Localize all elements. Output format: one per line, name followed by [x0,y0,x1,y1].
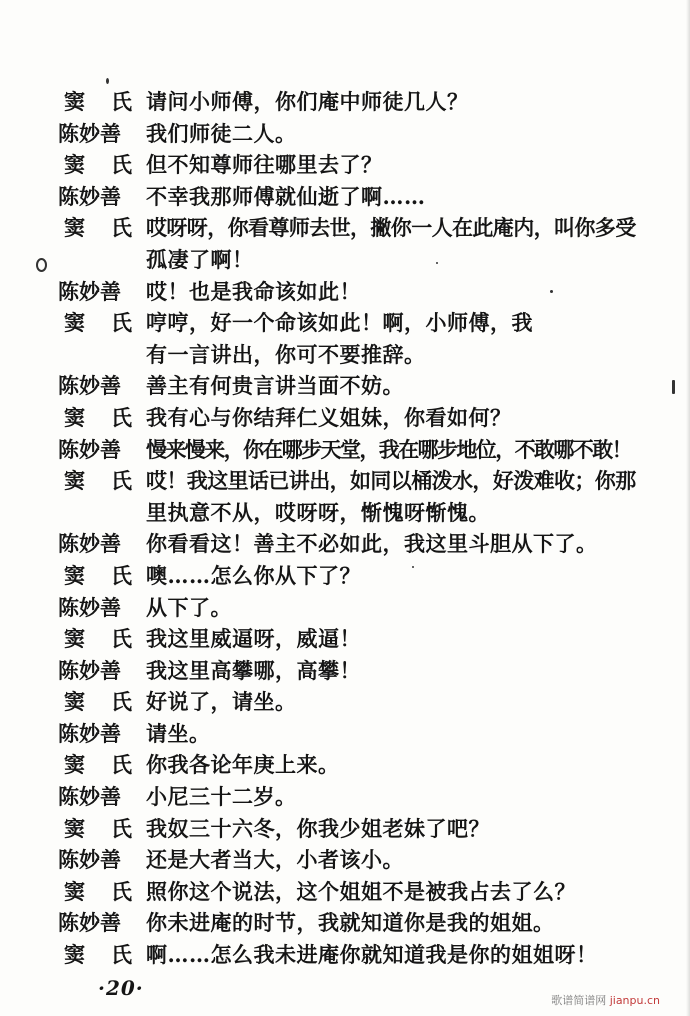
dialogue-line [58,749,658,781]
speaker-name: 窦氏 [64,942,158,968]
dialogue-line [58,781,658,813]
scan-speck [412,566,414,568]
dialogue-line [58,907,658,939]
speaker-name: 窦氏 [64,404,158,430]
scan-speck [550,290,553,293]
line-text: 小尼三十二岁。 [146,784,297,810]
watermark [551,992,660,1008]
speaker-name: 陈妙善 [58,847,121,873]
line-text: 有一言讲出，你可不要推辞。 [146,341,426,367]
dialogue-line [58,434,658,466]
dialogue-line [58,844,658,876]
line-text: 我这里高攀哪，高攀！ [146,657,361,683]
speaker-name: 陈妙善 [58,120,121,146]
speaker-name: 陈妙善 [58,531,121,557]
line-text: 我有心与你结拜仁义姐妹，你看如何？ [146,404,512,430]
speaker-name: 陈妙善 [58,910,121,936]
line-text: 哎！也是我命该如此！ [146,278,361,304]
line-text: 好说了，请坐。 [146,689,297,715]
watermark-url: jianpu.cn [609,994,660,1007]
line-text: 我这里威逼呀，威逼！ [146,626,361,652]
dialogue-line [58,402,658,434]
dialogue-line [58,118,658,150]
dialogue-line [58,181,658,213]
dialogue-line-continuation [58,339,658,371]
line-text: 你未进庵的时节，我就知道你是我的姐姐。 [146,910,555,936]
speaker-name: 窦氏 [64,626,158,652]
line-text: 哎！我这里话已讲出，如同以桶泼水，好泼难收；你那 [146,468,636,494]
line-text: 还是大者当大，小者该小。 [146,847,404,873]
line-text: 噢……怎么你从下了？ [146,562,361,588]
page-number: ·20· [98,976,144,1000]
line-text: 照你这个说法，这个姐姐不是被我占去了么？ [146,878,576,904]
speaker-name: 陈妙善 [58,373,121,399]
dialogue-line [58,149,658,181]
dialogue-line [58,686,658,718]
speaker-name: 陈妙善 [58,436,121,462]
speaker-name: 窦氏 [64,815,158,841]
watermark-site: 歌谱简谱网 [551,994,607,1007]
line-text: 善主有何贵言讲当面不妨。 [146,373,404,399]
line-text: 哼哼，好一个命该如此！啊，小师傅，我 [146,310,533,336]
dialogue-line [58,876,658,908]
dialogue-line [58,307,658,339]
speaker-name: 陈妙善 [58,657,121,683]
line-text: 孤凄了啊！ [146,246,254,272]
line-text: 里执意不从，哎呀呀，惭愧呀惭愧。 [146,499,490,525]
dialogue-line [58,528,658,560]
speaker-name: 陈妙善 [58,278,121,304]
line-text: 啊……怎么我未进庵你就知道我是你的姐姐呀！ [146,942,598,968]
speaker-name: 窦氏 [64,562,158,588]
dialogue-line-continuation [58,244,658,276]
speaker-name: 窦氏 [64,468,158,494]
speaker-name: 窦氏 [64,689,158,715]
dialogue-line [58,212,658,244]
line-text: 请问小师傅，你们庵中师徒几人？ [146,89,469,114]
dialogue-line [58,276,658,308]
speaker-name: 窦氏 [64,752,158,778]
speaker-name: 窦氏 [64,310,158,336]
dialogue-line [58,718,658,750]
line-text: 从下了。 [146,594,232,620]
dialogue-line [58,655,658,687]
speaker-name: 陈妙善 [58,594,121,620]
dialogue-script [58,86,658,971]
line-text: 但不知尊师往哪里去了？ [146,152,383,178]
speaker-name: 陈妙善 [58,784,121,810]
line-text: 请坐。 [146,720,211,746]
speaker-name: 窦氏 [64,215,158,241]
page-edge-shadow [686,0,690,1016]
scan-speck [106,78,109,84]
line-text: 哎呀呀，你看尊师去世，撇你一人在此庵内，叫你多受 [146,215,636,241]
scan-speck [436,262,438,264]
line-text: 慢来慢来，你在哪步天堂，我在哪步地位，不敢哪不敢！ [146,436,631,462]
line-text: 你看看这！善主不必如此，我这里斗胆从下了。 [146,531,598,557]
line-text: 我奴三十六冬，你我少姐老妹了吧？ [146,815,490,841]
dialogue-line [58,813,658,845]
speaker-name: 窦氏 [64,878,158,904]
speaker-name: 窦氏 [64,152,158,178]
line-text: 不幸我那师傅就仙逝了啊…… [146,183,426,209]
scan-speck [36,258,47,272]
speaker-name: 陈妙善 [58,720,121,746]
dialogue-line [58,623,658,655]
dialogue-line [58,939,658,971]
line-text: 你我各论年庚上来。 [146,752,340,778]
line-text: 我们师徒二人。 [146,120,297,146]
dialogue-line [58,86,658,118]
speaker-name: 陈妙善 [58,183,121,209]
dialogue-line [58,592,658,624]
dialogue-line [58,465,658,497]
speaker-name: 窦氏 [64,89,158,114]
dialogue-line-continuation [58,497,658,529]
scan-speck [672,380,675,394]
dialogue-line [58,560,658,592]
dialogue-line [58,370,658,402]
